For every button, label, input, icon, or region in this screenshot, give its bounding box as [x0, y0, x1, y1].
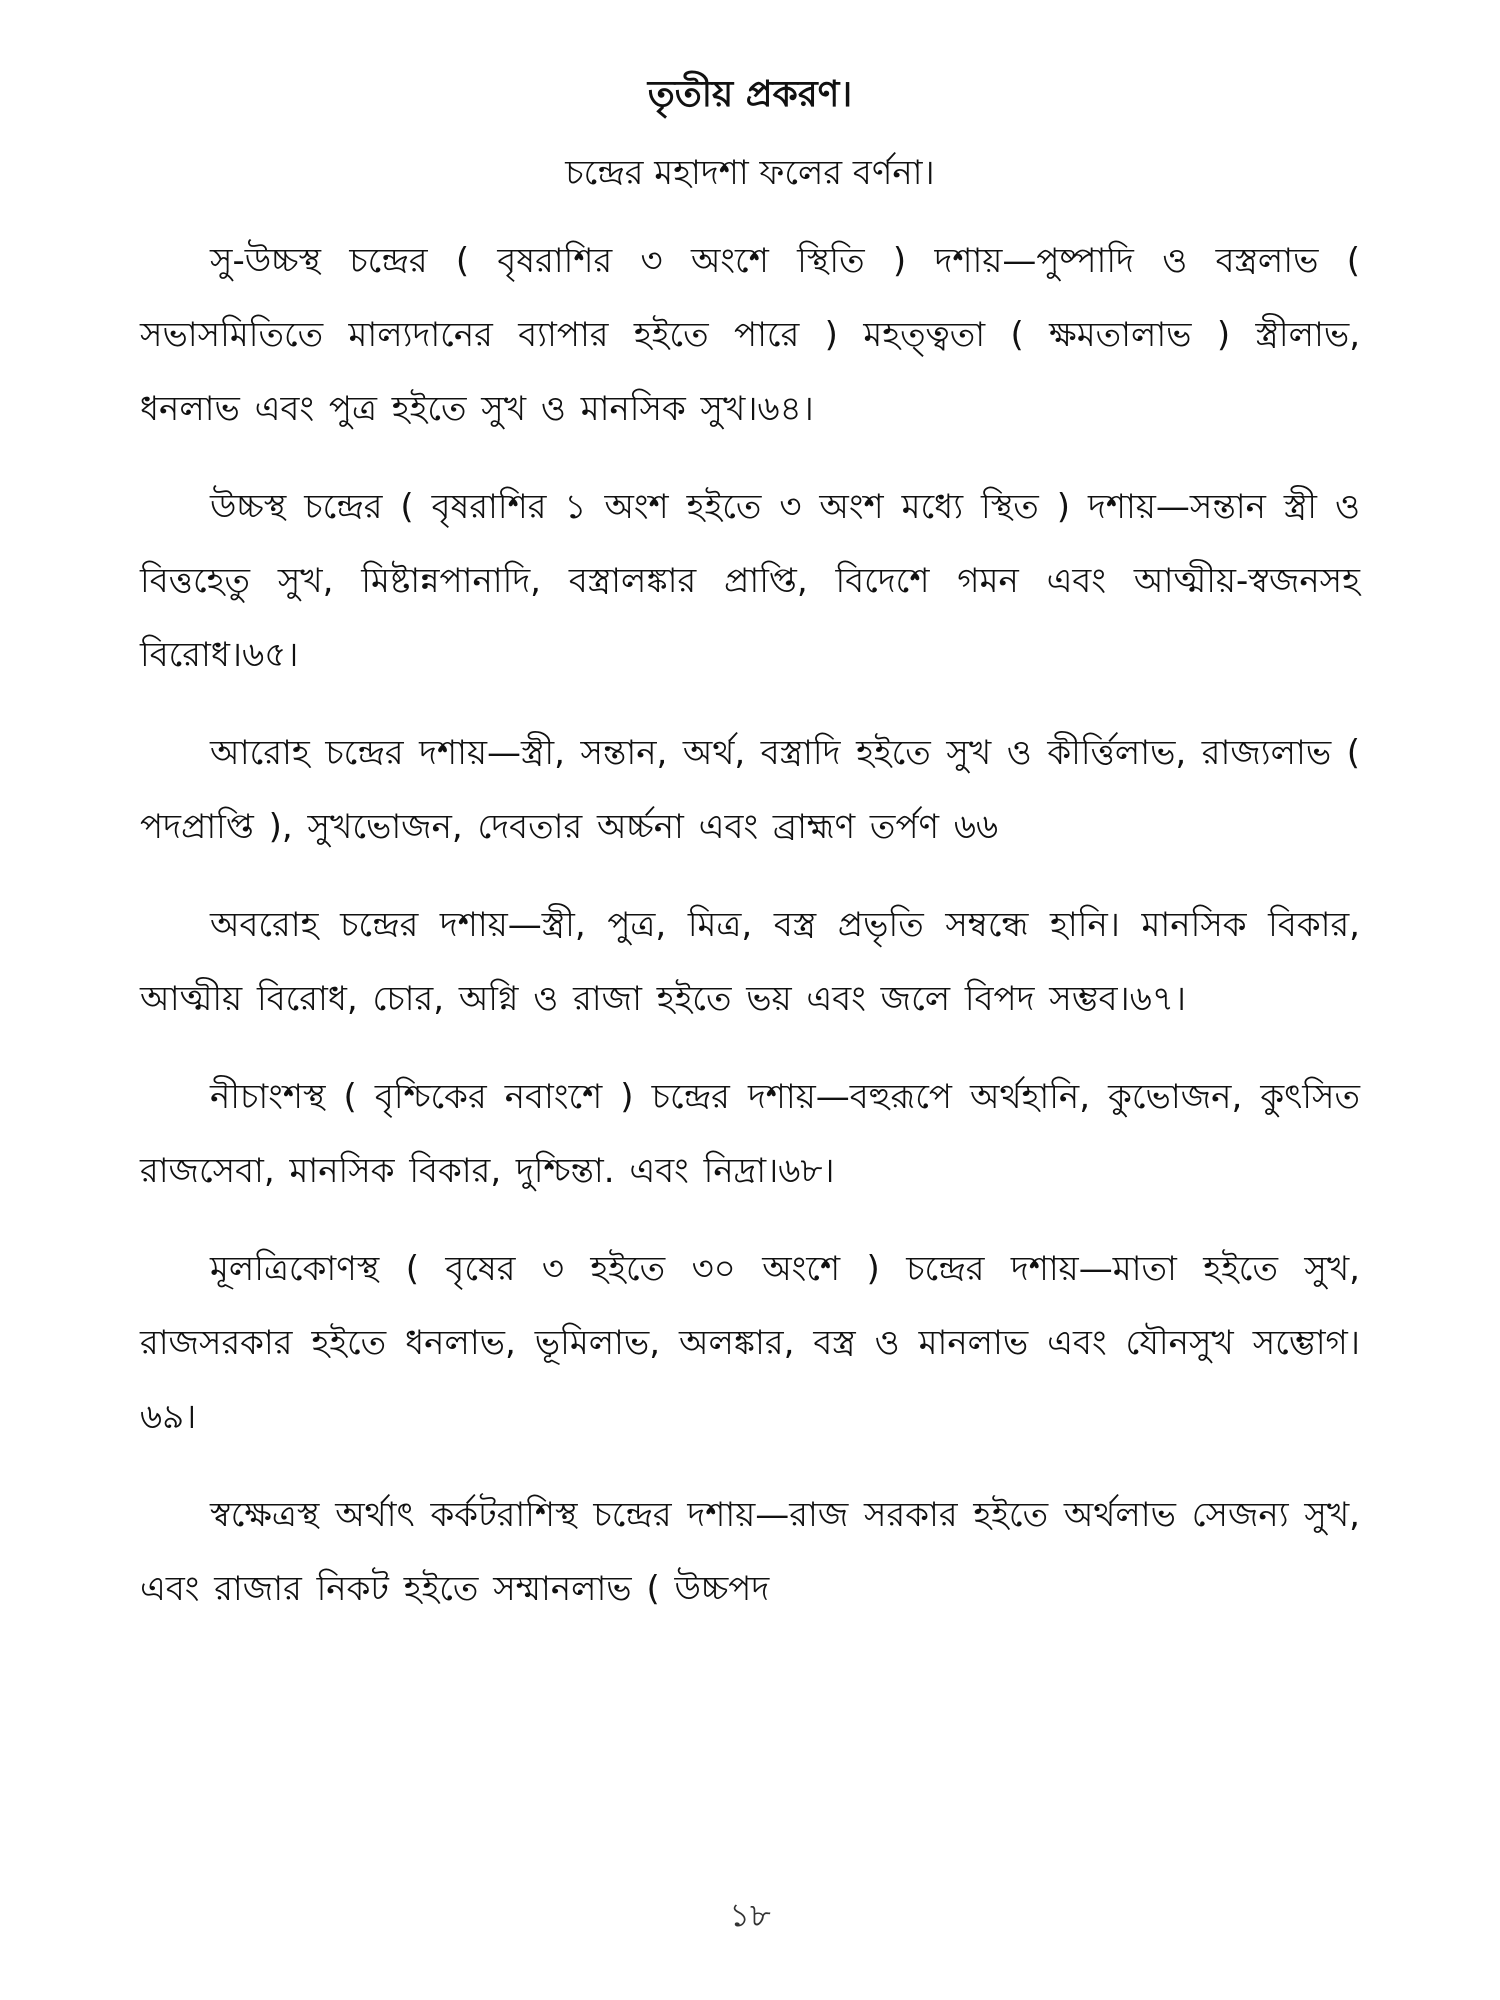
paragraph-67: অবরোহ চন্দ্রের দশায়—স্ত্রী, পুত্র, মিত্র, বস্ত্র প্রভৃতি সম্বন্ধে হানি। মানসিক বিকার, আত্মীয় বিরোধ, চোর, অগ্নি ও রাজা হইতে ভয় এবং জলে বিপদ সম্ভব।৬৭। [140, 904, 1360, 1019]
page-number: ১৮ [729, 1896, 771, 1934]
paragraph-70: স্বক্ষেত্রস্থ অর্থাৎ কর্কটরাশিস্থ চন্দ্রের দশায়—রাজ সরকার হইতে অর্থলাভ সেজন্য সুখ, এবং রাজার নিকট হইতে সম্মানলাভ ( উচ্চপদ [140, 1494, 1360, 1609]
paragraph-68: নীচাংশস্থ ( বৃশ্চিকের নবাংশে ) চন্দ্রের দশায়—বহুরূপে অর্থহানি, কুভোজন, কুৎসিত রাজসেবা, মানসিক বিকার, দুশ্চিন্তা. এবং নিদ্রা।৬৮। [140, 1076, 1360, 1191]
chapter-title: তৃতীয় প্রকরণ। [647, 74, 853, 115]
paragraph-66: আরোহ চন্দ্রের দশায়—স্ত্রী, সন্তান, অর্থ, বস্ত্রাদি হইতে সুখ ও কীর্ত্তিলাভ, রাজ্যলাভ ( পদপ্রাপ্তি ), সুখভোজন, দেবতার অর্চ্চনা এবং ব্রাহ্মণ তর্পণ ৬৬ [140, 732, 1360, 847]
paragraph-69: মূলত্রিকোণস্থ ( বৃষের ৩ হইতে ৩০ অংশে ) চন্দ্রের দশায়—মাতা হইতে সুখ, রাজসরকার হইতে ধনলাভ, ভূমিলাভ, অলঙ্কার, বস্ত্র ও মানলাভ এবং যৌনসুখ সম্ভোগ।৬৯। [140, 1248, 1360, 1437]
paragraph-65: উচ্চস্থ চন্দ্রের ( বৃষরাশির ১ অংশ হইতে ৩ অংশ মধ্যে স্থিত ) দশায়—সন্তান স্ত্রী ও বিত্তহেতু সুখ, মিষ্টান্নপানাদি, বস্ত্রালঙ্কার প্রাপ্তি, বিদেশে গমন এবং আত্মীয়-স্বজনসহ বিরোধ।৬৫। [140, 486, 1360, 675]
paragraph-64: সু-উচ্চস্থ চন্দ্রের ( বৃষরাশির ৩ অংশে স্থিতি ) দশায়—পুষ্পাদি ও বস্ত্রলাভ ( সভাসমিতিতে মাল্যদানের ব্যাপার হইতে পারে ) মহত্ত্বতা ( ক্ষমতালাভ ) স্ত্রীলাভ, ধনলাভ এবং পুত্র হইতে সুখ ও মানসিক সুখ।৬৪। [140, 240, 1360, 429]
section-title: চন্দ্রের মহাদশা ফলের বর্ণনা। [565, 153, 935, 194]
